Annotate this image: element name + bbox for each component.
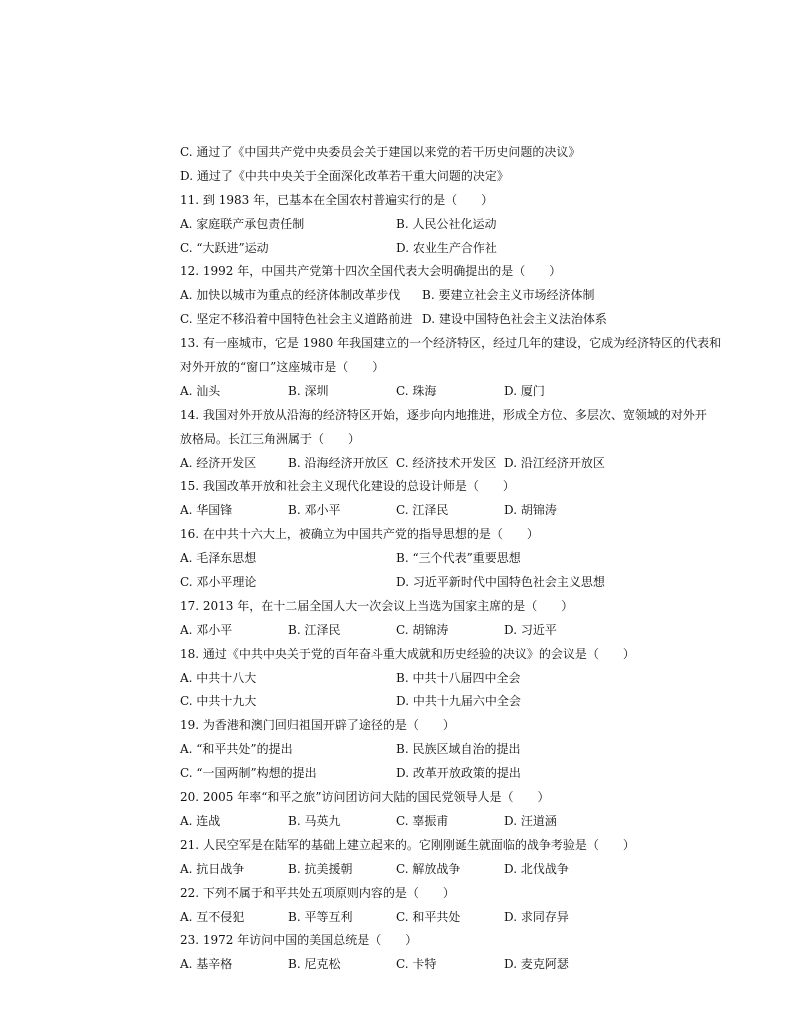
option-b: B. 沿海经济开放区 [288,455,389,470]
option-d: D. 习近平 [504,622,557,637]
option-c: C. 辜振甫 [396,813,449,828]
option-c: C. 珠海 [396,383,437,398]
options-q21 [180,858,720,882]
question-18: 18. 通过《中共中央关于党的百年奋斗重大成就和历史经验的决议》的会议是（ ） [180,646,635,661]
option-b: B. 要建立社会主义市场经济体制 [422,288,595,303]
options-q23 [180,953,720,977]
option-b: B. 民族区域自治的提出 [396,742,521,757]
option-d: D. 北伐战争 [504,861,569,876]
option-d: D. 麦克阿瑟 [504,957,569,972]
question-13-line2: 对外开放的“窗口”这座城市是（ ） [180,360,385,375]
options-q11-row2 [180,237,720,261]
option-d: D. 求同存异 [504,909,569,924]
option-a: A. 中共十八大 [180,670,257,685]
option-a: A. 家庭联产承包责任制 [180,216,305,231]
options-q19-row1 [180,738,720,762]
options-q15 [180,499,720,523]
option-c: C. 和平共处 [396,909,461,924]
question-14-line1: 14. 我国对外开放从沿海的经济特区开始，逐步向内地推进，形成全方位、多层次、宽领域的对外开 [180,407,707,422]
question-23: 23. 1972 年访问中国的美国总统是（ ） [180,933,418,948]
option-a: A. 经济开发区 [180,455,257,470]
options-q17 [180,619,720,643]
option-b: B. 平等互利 [288,909,353,924]
option-d: D. 胡锦涛 [504,503,557,518]
question-16: 16. 在中共十六大上，被确立为中国共产党的指导思想的是（ ） [180,527,539,542]
option-c: C. 解放战争 [396,861,461,876]
options-q18-row2 [180,690,720,714]
option-b: B. 深圳 [288,383,329,398]
option-b: B. 中共十八届四中全会 [396,670,521,685]
options-q12-row1 [180,284,720,308]
question-21: 21. 人民空军是在陆军的基础上建立起来的。它刚刚诞生就面临的战争考验是（ ） [180,837,635,852]
option-a: A. 邓小平 [180,622,233,637]
option-a: A. 华国锋 [180,503,233,518]
option-d: D. 沿江经济开放区 [504,455,605,470]
option-a: A. 互不侵犯 [180,909,245,924]
option-d-q10: D. 通过了《中共中央关于全面深化改革若干重大问题的决定》 [180,168,509,183]
options-q12-row2 [180,308,720,332]
question-15: 15. 我国改革开放和社会主义现代化建设的总设计师是（ ） [180,479,515,494]
option-b: B. 江泽民 [288,622,341,637]
option-b: B. “三个代表”重要思想 [396,551,521,566]
option-b: B. 抗美援朝 [288,861,353,876]
options-q16-row1 [180,547,720,571]
option-a: A. 抗日战争 [180,861,245,876]
option-c: C. 经济技术开发区 [396,455,497,470]
options-q22 [180,906,720,930]
option-b: B. 人民公社化运动 [396,216,497,231]
option-d: D. 中共十九届六中全会 [396,694,521,709]
options-q13 [180,380,720,404]
option-c: C. 坚定不移沿着中国特色社会主义道路前进 [180,312,413,327]
option-d: D. 厦门 [504,383,545,398]
question-22: 22. 下列不属于和平共处五项原则内容的是（ ） [180,885,455,900]
option-a: A. 基辛格 [180,957,233,972]
question-list [180,141,720,977]
options-q19-row2 [180,762,720,786]
option-d: D. 建设中国特色社会主义法治体系 [422,312,607,327]
option-d: D. 改革开放政策的提出 [396,766,521,781]
question-19: 19. 为香港和澳门回归祖国开辟了途径的是（ ） [180,718,455,733]
option-b: B. 马英九 [288,813,341,828]
option-a: A. 连战 [180,813,221,828]
option-c: C. 邓小平理论 [180,575,257,590]
option-c: C. “大跃进”运动 [180,240,269,255]
question-13-line1: 13. 有一座城市，它是 1980 年我国建立的一个经济特区，经过几年的建设，它成为经济特区的代表和 [180,336,722,351]
options-q14 [180,452,720,476]
option-a: A. “和平共处”的提出 [180,742,293,757]
option-a: A. 汕头 [180,383,221,398]
options-q16-row2 [180,571,720,595]
option-a: A. 毛泽东思想 [180,551,257,566]
question-12: 12. 1992 年，中国共产党第十四次全国代表大会明确提出的是（ ） [180,264,562,279]
options-q11-row1 [180,213,720,237]
option-d: D. 习近平新时代中国特色社会主义思想 [396,575,605,590]
option-d: D. 汪道涵 [504,813,557,828]
option-c-q10: C. 通过了《中国共产党中央委员会关于建国以来党的若干历史问题的决议》 [180,145,581,159]
option-d: D. 农业生产合作社 [396,240,497,255]
option-c: C. 卡特 [396,957,437,972]
question-17: 17. 2013 年，在十二届全国人大一次会议上当选为国家主席的是（ ） [180,598,574,613]
option-c: C. “一国两制”构想的提出 [180,766,317,781]
options-q20 [180,810,720,834]
option-b: B. 尼克松 [288,957,341,972]
options-q18-row1 [180,667,720,691]
option-c: C. 江泽民 [396,503,449,518]
question-14-line2: 放格局。长江三角洲属于（ ） [180,431,361,446]
question-11: 11. 到 1983 年，已基本在全国农村普遍实行的是（ ） [180,192,494,207]
option-b: B. 邓小平 [288,503,341,518]
question-20: 20. 2005 年率“和平之旅”访问团访问大陆的国民党领导人是（ ） [180,790,550,805]
option-c: C. 中共十九大 [180,694,257,709]
option-a: A. 加快以城市为重点的经济体制改革步伐 [180,288,401,303]
option-c: C. 胡锦涛 [396,622,449,637]
